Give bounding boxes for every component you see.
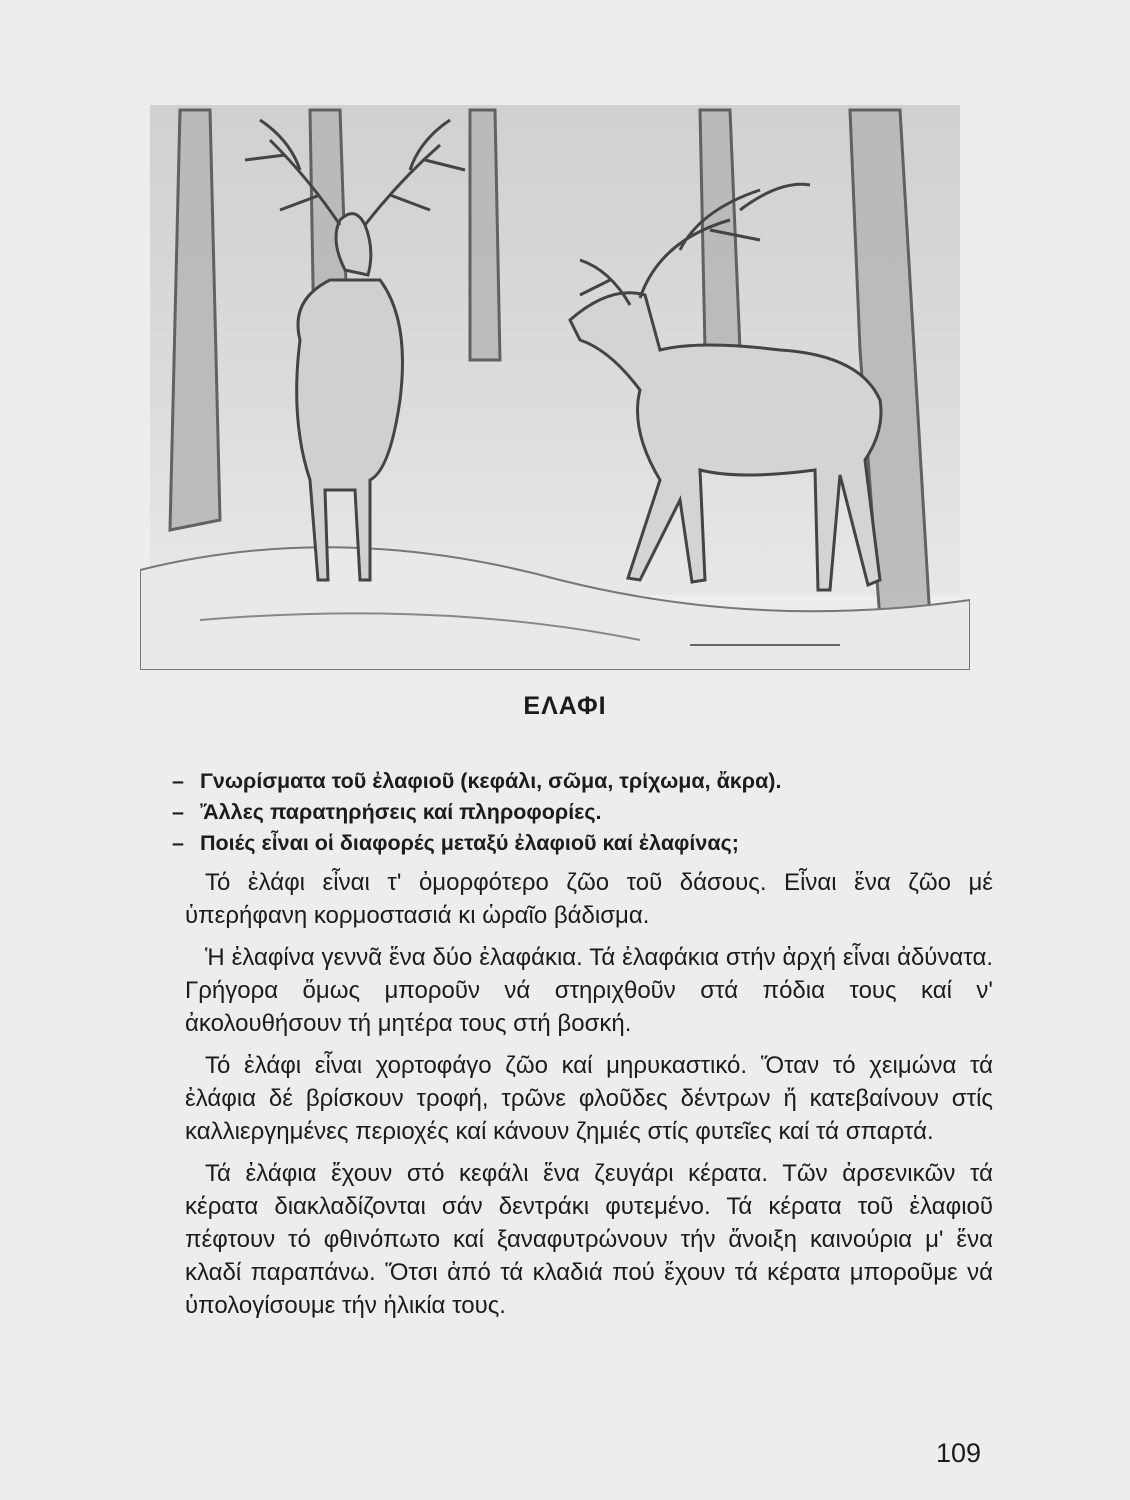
question-text: Γνωρίσματα τοῦ ἐλαφιοῦ (κεφάλι, σῶμα, τρίχωμα, ἄκρα). <box>200 769 782 793</box>
page-title: ΕΛΑΦΙ <box>523 692 607 720</box>
paragraph: Τό ἐλάφι εἶναι χορτοφάγο ζῶο καί μηρυκαστικό. Ὅταν τό χειμώνα τά ἐλάφια δέ βρίσκουν τροφή, τρῶνε φλοῦδες δέντρων ἤ κατεβαίνουν στίς καλλιεργημένες περιοχές καί κάνουν ζημιές στίς φυτεῖες καί τά σπαρτά. <box>185 1052 993 1145</box>
question-text: Ἄλλες παρατηρήσεις καί πληροφορίες. <box>200 800 602 824</box>
study-questions <box>172 766 992 859</box>
two-stags-in-forest-drawing <box>140 100 970 670</box>
question-item <box>172 828 992 859</box>
question-item <box>172 797 992 828</box>
paragraph: Ἡ ἐλαφίνα γεννᾶ ἕνα δύο ἐλαφάκια. Τά ἐλαφάκια στήν ἀρχή εἶναι ἀδύνατα. Γρήγορα ὅμως μποροῦν νά στηριχθοῦν στά πόδια τους καί ν' ἀκολουθήσουν τή μητέρα τους στή βοσκή. <box>185 944 993 1037</box>
paragraph: Τό ἐλάφι εἶναι τ' ὀμορφότερο ζῶο τοῦ δάσους. Εἶναι ἕνα ζῶο μέ ὑπερήφανη κορμοστασιά κι ὡραῖο βάδισμα. <box>185 869 993 929</box>
paragraph: Τά ἐλάφια ἔχουν στό κεφάλι ἕνα ζευγάρι κέρατα. Τῶν ἀρσενικῶν τά κέρατα διακλαδίζονται σάν δεντράκι φυτεμένο. Τά κέρατα τοῦ ἐλαφιοῦ πέφτουν τό φθινόπωτο καί ξαναφυτρώνουν τήν ἄνοιξη καινούρια μ' ἕνα κλαδί παραπάνω. Ὅτσι ἀπό τά κλαδιά πού ἔχουν τά κέρατα μποροῦμε νά ὑπολογίσουμε τήν ἡλικία τους. <box>185 1160 993 1319</box>
deer-illustration <box>140 100 970 670</box>
question-dash: – <box>172 769 184 793</box>
question-item <box>172 766 992 797</box>
body-text <box>185 866 993 1331</box>
question-dash: – <box>172 831 184 855</box>
page-number: 109 <box>936 1438 982 1468</box>
question-text: Ποιές εἶναι οἱ διαφορές μεταξύ ἐλαφιοῦ καί ἐλαφίνας; <box>200 831 739 855</box>
question-dash: – <box>172 800 184 824</box>
